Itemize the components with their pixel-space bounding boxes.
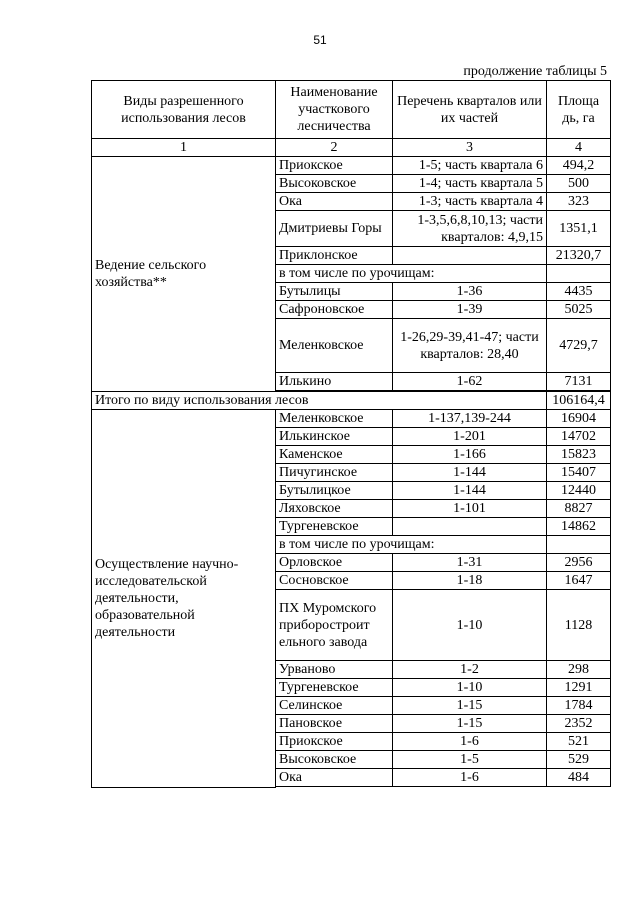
forestry-cell: Дмитриевы Горы bbox=[276, 211, 393, 247]
forestry-cell: Высоковское bbox=[276, 751, 393, 769]
header-use-type: Виды разрешенного использования лесов bbox=[92, 81, 276, 139]
forestry-cell: Приклонское bbox=[276, 247, 393, 265]
quarters-cell: 1-201 bbox=[393, 428, 547, 446]
quarters-cell: 1-137,139-244 bbox=[393, 410, 547, 428]
forestry-cell: Тургеневское bbox=[276, 518, 393, 536]
page-number: 51 bbox=[313, 33, 327, 47]
quarters-cell: 1-15 bbox=[393, 715, 547, 733]
area-cell: 14862 bbox=[547, 518, 611, 536]
forestry-cell: Тургеневское bbox=[276, 679, 393, 697]
area-cell: 323 bbox=[547, 193, 611, 211]
forest-use-table bbox=[91, 80, 611, 788]
area-cell: 7131 bbox=[547, 373, 611, 391]
header-forestry: Наименование участкового лесничества bbox=[276, 81, 393, 139]
area-cell: 521 bbox=[547, 733, 611, 751]
quarters-cell: 1-10 bbox=[393, 590, 547, 661]
total-label: Итого по виду использования лесов bbox=[92, 392, 547, 410]
header-number: 4 bbox=[547, 139, 611, 157]
empty-cell bbox=[547, 536, 611, 554]
quarters-cell: 1-26,29-39,41-47; части кварталов: 28,40 bbox=[393, 319, 547, 373]
quarters-cell: 1-62 bbox=[393, 373, 547, 391]
forestry-cell: Приокское bbox=[276, 157, 393, 175]
area-cell: 2956 bbox=[547, 554, 611, 572]
subheading-cell: в том числе по урочищам: bbox=[276, 536, 547, 554]
header-quarters: Перечень кварталов или их частей bbox=[393, 81, 547, 139]
quarters-cell: 1-3,5,6,8,10,13; части кварталов: 4,9,15 bbox=[393, 211, 547, 247]
quarters-cell: 1-166 bbox=[393, 446, 547, 464]
area-cell: 15407 bbox=[547, 464, 611, 482]
area-cell: 2352 bbox=[547, 715, 611, 733]
forestry-cell: Орловское bbox=[276, 554, 393, 572]
header-area: Площа дь, га bbox=[547, 81, 611, 139]
forestry-cell: Сафроновское bbox=[276, 301, 393, 319]
forestry-cell: Меленковское bbox=[276, 319, 393, 373]
area-cell: 4435 bbox=[547, 283, 611, 301]
area-cell: 298 bbox=[547, 661, 611, 679]
forestry-cell: Каменское bbox=[276, 446, 393, 464]
use-type-cell: Ведение сельского хозяйства** bbox=[92, 157, 276, 392]
table-row bbox=[92, 410, 611, 428]
area-cell: 484 bbox=[547, 769, 611, 787]
forestry-cell: Высоковское bbox=[276, 175, 393, 193]
quarters-cell: 1-31 bbox=[393, 554, 547, 572]
quarters-cell: 1-144 bbox=[393, 464, 547, 482]
area-cell: 1351,1 bbox=[547, 211, 611, 247]
forestry-cell: Ляховское bbox=[276, 500, 393, 518]
area-cell: 500 bbox=[547, 175, 611, 193]
table-continuation-caption: продолжение таблицы 5 bbox=[463, 64, 607, 79]
area-cell: 529 bbox=[547, 751, 611, 769]
area-cell: 1647 bbox=[547, 572, 611, 590]
area-cell: 1128 bbox=[547, 590, 611, 661]
quarters-cell: 1-18 bbox=[393, 572, 547, 590]
area-cell: 1291 bbox=[547, 679, 611, 697]
empty-cell bbox=[547, 265, 611, 283]
area-cell: 1784 bbox=[547, 697, 611, 715]
forestry-cell: Селинское bbox=[276, 697, 393, 715]
header-number: 2 bbox=[276, 139, 393, 157]
subheading-cell: в том числе по урочищам: bbox=[276, 265, 547, 283]
forestry-cell: Сосновское bbox=[276, 572, 393, 590]
table-row bbox=[92, 157, 611, 175]
quarters-cell: 1-3; часть квартала 4 bbox=[393, 193, 547, 211]
table-header-row bbox=[92, 81, 611, 139]
area-cell: 16904 bbox=[547, 410, 611, 428]
area-cell: 14702 bbox=[547, 428, 611, 446]
area-cell: 4729,7 bbox=[547, 319, 611, 373]
forestry-cell: Пичугинское bbox=[276, 464, 393, 482]
forestry-cell: Бутылицы bbox=[276, 283, 393, 301]
quarters-cell: 1-6 bbox=[393, 769, 547, 787]
header-number: 3 bbox=[393, 139, 547, 157]
forestry-cell: Бутылицкое bbox=[276, 482, 393, 500]
quarters-cell: 1-15 bbox=[393, 697, 547, 715]
quarters-cell: 1-39 bbox=[393, 301, 547, 319]
area-cell: 8827 bbox=[547, 500, 611, 518]
quarters-cell: 1-4; часть квартала 5 bbox=[393, 175, 547, 193]
total-row bbox=[92, 392, 611, 410]
area-cell: 21320,7 bbox=[547, 247, 611, 265]
header-number-row bbox=[92, 139, 611, 157]
forestry-cell: Меленковское bbox=[276, 410, 393, 428]
forestry-cell: Урваново bbox=[276, 661, 393, 679]
forestry-cell: Ока bbox=[276, 193, 393, 211]
quarters-cell: 1-36 bbox=[393, 283, 547, 301]
forestry-cell: Илькинское bbox=[276, 428, 393, 446]
quarters-cell: 1-5 bbox=[393, 751, 547, 769]
quarters-cell: 1-5; часть квартала 6 bbox=[393, 157, 547, 175]
quarters-cell: 1-6 bbox=[393, 733, 547, 751]
forestry-cell: Пановское bbox=[276, 715, 393, 733]
quarters-cell: 1-2 bbox=[393, 661, 547, 679]
area-cell: 12440 bbox=[547, 482, 611, 500]
quarters-cell: 1-10 bbox=[393, 679, 547, 697]
area-cell: 15823 bbox=[547, 446, 611, 464]
header-number: 1 bbox=[92, 139, 276, 157]
quarters-cell bbox=[393, 247, 547, 265]
area-cell: 494,2 bbox=[547, 157, 611, 175]
forestry-cell: Приокское bbox=[276, 733, 393, 751]
quarters-cell bbox=[393, 518, 547, 536]
forestry-cell: ПХ Муромского приборостроит ельного завода bbox=[276, 590, 393, 661]
quarters-cell: 1-101 bbox=[393, 500, 547, 518]
total-area: 106164,4 bbox=[547, 392, 611, 410]
forestry-cell: Ока bbox=[276, 769, 393, 787]
forestry-cell: Илькино bbox=[276, 373, 393, 391]
area-cell: 5025 bbox=[547, 301, 611, 319]
quarters-cell: 1-144 bbox=[393, 482, 547, 500]
use-type-cell: Осуществление научно-исследовательской деятельности, образовательной деятельности bbox=[92, 410, 276, 788]
